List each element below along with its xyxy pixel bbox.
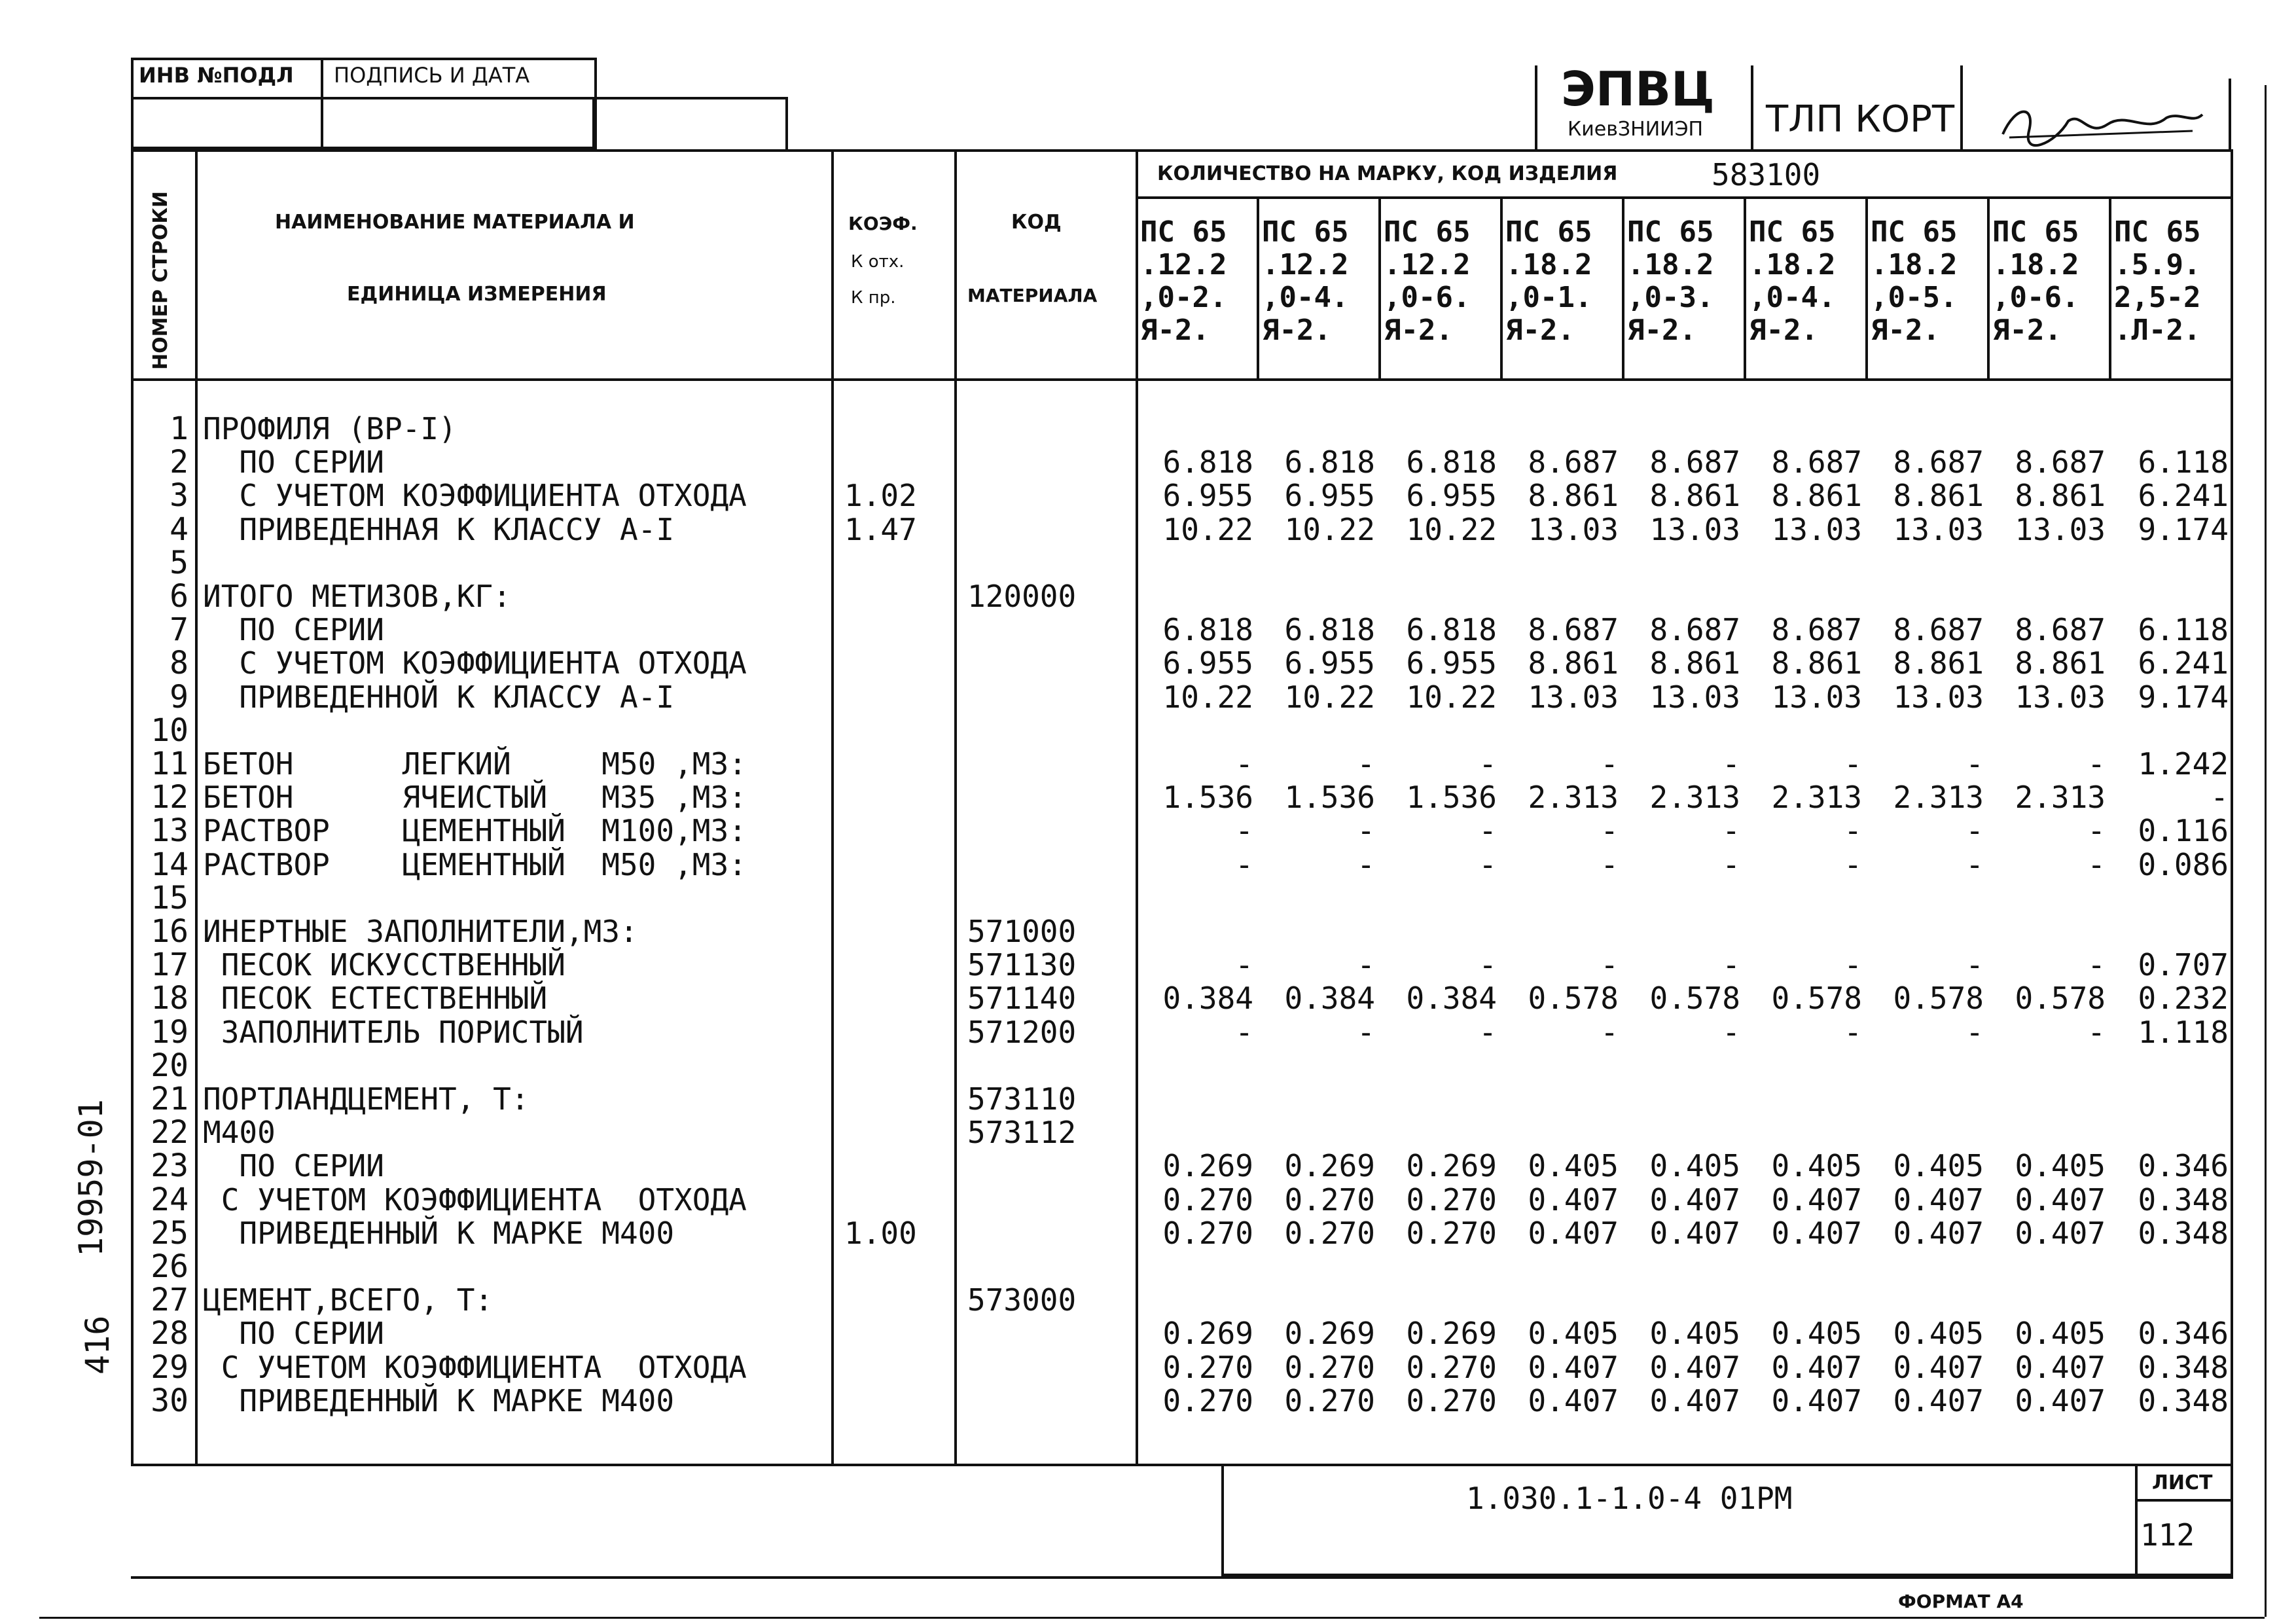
quantity-cell: -	[1357, 746, 1375, 782]
col-divider	[1500, 196, 1503, 378]
quantity-cell: 0.407	[1649, 1182, 1740, 1218]
quantity-cell: -	[1844, 947, 1862, 983]
row-number: 26	[151, 1248, 188, 1285]
quantity-cell: -	[1479, 1014, 1497, 1050]
material-name: С УЧЕТОМ КОЭФФИЦИЕНТА ОТХОДА	[203, 645, 747, 681]
quantity-cell: 0.407	[2015, 1182, 2106, 1218]
quantity-cell: 0.407	[1649, 1215, 1740, 1251]
quantity-cell: 0.407	[1771, 1382, 1862, 1418]
product-column-header: ПС 65 .12.2 ,0-6. Я-2.	[1384, 215, 1471, 347]
row-number: 23	[151, 1147, 188, 1185]
material-name: ПРОФИЛЯ (ВР-I)	[203, 411, 457, 446]
coefficient: 1.00	[844, 1215, 917, 1251]
name-header-line2: ЕДИНИЦА ИЗМЕРЕНИЯ	[347, 283, 607, 306]
material-name: ПО СЕРИИ	[203, 1316, 384, 1352]
material-name: ПРИВЕДЕННОЙ К КЛАССУ А-I	[203, 679, 675, 715]
quantity-cell: 0.270	[1284, 1215, 1375, 1251]
quantity-cell: 2.313	[1649, 780, 1740, 816]
quantity-cell: 13.03	[1893, 511, 1984, 547]
quantity-cell: 0.578	[1771, 981, 1862, 1017]
quantity-cell: -	[1357, 1014, 1375, 1050]
coefficient: 1.47	[844, 511, 917, 547]
quantity-cell: -	[1479, 846, 1497, 882]
quantity-cell: 10.22	[1284, 679, 1375, 715]
name-header-line1: НАИМЕНОВАНИЕ МАТЕРИАЛА И	[275, 211, 635, 234]
col-divider	[1987, 196, 1990, 378]
material-name: ПРИВЕДЕННЫЙ К МАРКЕ М400	[203, 1215, 675, 1251]
quantity-cell: -	[1357, 846, 1375, 882]
material-name: БЕТОН ЛЕГКИЙ М50 ,М3:	[203, 746, 747, 782]
quantity-cell: 8.687	[1649, 612, 1740, 648]
quantity-cell: 0.407	[1771, 1349, 1862, 1385]
quantity-cell: -	[1479, 947, 1497, 983]
product-code: 583100	[1712, 157, 1821, 192]
row-number: 12	[151, 779, 188, 816]
material-name: ЦЕМЕНТ,ВСЕГО, Т:	[203, 1282, 493, 1318]
material-code: 573110	[967, 1081, 1077, 1117]
quantity-cell: 6.818	[1284, 444, 1375, 480]
quantity-cell: -	[1965, 746, 1984, 782]
row-number: 15	[151, 879, 188, 916]
row-number: 11	[151, 746, 188, 782]
material-name: С УЧЕТОМ КОЭФФИЦИЕНТА ОТХОДА	[203, 1349, 747, 1385]
quantity-cell: -	[2087, 846, 2106, 882]
quantity-cell: -	[2087, 1014, 2106, 1050]
quantity-cell: 0.407	[1528, 1349, 1619, 1385]
quantity-cell: 8.861	[1649, 478, 1740, 514]
qty-label-separator	[1136, 196, 2233, 199]
quantity-cell: -	[1235, 947, 1253, 983]
quantity-cell: -	[1965, 813, 1984, 849]
stamp-divider	[785, 97, 788, 149]
quantity-cell: 6.955	[1284, 478, 1375, 514]
quantity-cell: 0.405	[1771, 1316, 1862, 1352]
row-number: 4	[170, 511, 188, 548]
quantity-cell: -	[1965, 1014, 1984, 1050]
row-number: 9	[170, 678, 188, 715]
quantity-cell: 0.405	[1893, 1148, 1984, 1184]
page-bottom-rule	[131, 1576, 2233, 1579]
quantity-cell: 0.346	[2138, 1148, 2229, 1184]
col-divider	[831, 149, 834, 1465]
quantity-cell: 0.270	[1406, 1215, 1497, 1251]
coef-header-line1: КОЭФ.	[848, 213, 918, 234]
quantity-cell: 13.03	[1893, 679, 1984, 715]
quantity-cell: -	[1965, 947, 1984, 983]
quantity-cell: -	[1600, 1014, 1619, 1050]
quantity-cell: 0.348	[2138, 1382, 2229, 1418]
quantity-cell: 0.270	[1284, 1182, 1375, 1218]
row-number: 29	[151, 1348, 188, 1386]
row-number: 14	[151, 846, 188, 883]
product-column-header: ПС 65 .12.2 ,0-2. Я-2.	[1140, 215, 1227, 347]
quantity-cell: 13.03	[2015, 511, 2106, 547]
quantity-cell: 0.269	[1162, 1148, 1253, 1184]
quantity-cell: 0.407	[1528, 1215, 1619, 1251]
quantity-cell: 0.270	[1284, 1349, 1375, 1385]
quantity-cell: 8.861	[1771, 478, 1862, 514]
coef-header-line2: К отх.	[851, 252, 905, 272]
col-divider	[1378, 196, 1381, 378]
quantity-cell: 0.405	[1528, 1316, 1619, 1352]
col-divider	[1622, 196, 1624, 378]
org-name: КиевЗНИИЭП	[1568, 118, 1704, 141]
material-name: ПРИВЕДЕННАЯ К КЛАССУ А-I	[203, 511, 675, 547]
col-divider	[954, 149, 957, 1465]
quantity-cell: 10.22	[1162, 511, 1253, 547]
material-name: ИНЕРТНЫЕ ЗАПОЛНИТЕЛИ,М3:	[203, 914, 638, 949]
quantity-cell: -	[1844, 746, 1862, 782]
quantity-cell: 0.269	[1406, 1148, 1497, 1184]
quantity-cell: 2.313	[1528, 780, 1619, 816]
material-code: 571200	[967, 1014, 1077, 1050]
quantity-cell: 1.536	[1284, 780, 1375, 816]
quantity-cell: -	[1844, 813, 1862, 849]
sign-date-label: ПОДПИСЬ И ДАТА	[334, 63, 530, 88]
quantity-cell: -	[2087, 746, 2106, 782]
quantity-cell: 8.687	[2015, 612, 2106, 648]
row-number: 25	[151, 1214, 188, 1252]
stamp-divider	[592, 97, 595, 149]
quantity-cell: 6.241	[2138, 478, 2229, 514]
quantity-cell: 8.861	[2015, 478, 2106, 514]
material-name: М400	[203, 1115, 276, 1151]
quantity-cell: 6.955	[1406, 478, 1497, 514]
quantity-cell: 0.270	[1406, 1349, 1497, 1385]
row-number: 27	[151, 1282, 188, 1319]
row-number: 28	[151, 1315, 188, 1352]
stamp-divider	[2229, 79, 2231, 149]
row-number: 16	[151, 913, 188, 950]
quantity-cell: 0.270	[1406, 1182, 1497, 1218]
material-name: С УЧЕТОМ КОЭФФИЦИЕНТА ОТХОДА	[203, 1182, 747, 1218]
quantity-cell: 0.407	[2015, 1382, 2106, 1418]
quantity-cell: 8.861	[2015, 645, 2106, 681]
quantity-cell: 0.270	[1162, 1215, 1253, 1251]
quantity-cell: 13.03	[1771, 511, 1862, 547]
row-number: 30	[151, 1382, 188, 1419]
quantity-cell: 0.407	[1649, 1382, 1740, 1418]
quantity-cell: 0.578	[2015, 981, 2106, 1017]
row-number: 20	[151, 1047, 188, 1084]
quantity-cell: 0.384	[1284, 981, 1375, 1017]
quantity-cell: 0.407	[1893, 1182, 1984, 1218]
col-divider	[2109, 196, 2111, 378]
material-name: ПРИВЕДЕННЫЙ К МАРКЕ М400	[203, 1382, 675, 1418]
quantity-cell: 0.405	[1649, 1316, 1740, 1352]
quantity-cell: 9.174	[2138, 679, 2229, 715]
material-name: ПО СЕРИИ	[203, 1148, 384, 1184]
quantity-cell: 0.407	[1893, 1382, 1984, 1418]
col-divider	[195, 149, 198, 1465]
sheet-label: ЛИСТ	[2152, 1471, 2213, 1494]
row-number: 1	[170, 410, 188, 447]
quantity-cell: 6.955	[1406, 645, 1497, 681]
quantity-cell: 6.818	[1406, 444, 1497, 480]
quantity-cell: 0.270	[1284, 1382, 1375, 1418]
quantity-cell: 0.405	[1771, 1148, 1862, 1184]
material-name: ПОРТЛАНДЦЕМЕНТ, Т:	[203, 1081, 529, 1117]
quantity-cell: 13.03	[1649, 679, 1740, 715]
material-name: ЗАПОЛНИТЕЛЬ ПОРИСТЫЙ	[203, 1014, 584, 1050]
quantity-cell: 0.407	[1771, 1215, 1862, 1251]
quantity-cell: 6.955	[1162, 645, 1253, 681]
quantity-cell: 0.086	[2138, 846, 2229, 882]
side-page-number: 416	[79, 1315, 117, 1375]
quantity-cell: 0.269	[1162, 1316, 1253, 1352]
quantity-cell: -	[1357, 813, 1375, 849]
quantity-cell: 8.687	[1528, 444, 1619, 480]
quantity-cell: -	[1844, 846, 1862, 882]
quantity-cell: -	[1479, 813, 1497, 849]
quantity-cell: 0.405	[1893, 1316, 1984, 1352]
page-right-rule	[2265, 85, 2267, 1617]
quantity-cell: -	[1722, 846, 1740, 882]
row-number: 6	[170, 578, 188, 615]
material-code: 120000	[967, 579, 1077, 614]
material-name: ИТОГО МЕТИЗОВ,КГ:	[203, 579, 511, 614]
quantity-cell: 0.405	[1649, 1148, 1740, 1184]
product-column-header: ПС 65 .18.2 ,0-1. Я-2.	[1505, 215, 1592, 347]
quantity-cell: -	[1722, 1014, 1740, 1050]
quantity-cell: 6.818	[1162, 444, 1253, 480]
quantity-cell: 0.346	[2138, 1316, 2229, 1352]
quantity-cell: 13.03	[1528, 511, 1619, 547]
row-number: 17	[151, 947, 188, 984]
quantity-cell: 8.861	[1893, 478, 1984, 514]
product-column-header: ПС 65 .18.2 ,0-3. Я-2.	[1627, 215, 1714, 347]
quantity-cell: 0.578	[1893, 981, 1984, 1017]
quantity-cell: 0.407	[1771, 1182, 1862, 1218]
quantity-cell: -	[1600, 846, 1619, 882]
quantity-cell: 6.955	[1284, 645, 1375, 681]
product-column-header: ПС 65 .5.9. 2,5-2 .Л-2.	[2114, 215, 2201, 347]
quantity-cell: 2.313	[1771, 780, 1862, 816]
inv-label: ИНВ №ПОДЛ	[139, 63, 294, 88]
quantity-cell: 0.407	[1893, 1349, 1984, 1385]
row-number: 7	[170, 611, 188, 649]
org-code: ЭПВЦ	[1561, 62, 1715, 117]
quantity-cell: 6.818	[1162, 612, 1253, 648]
quantity-cell: 8.687	[1771, 444, 1862, 480]
quantity-cell: 8.687	[1771, 612, 1862, 648]
quantity-cell: -	[1357, 947, 1375, 983]
quantity-cell: -	[1722, 947, 1740, 983]
row-number: 3	[170, 477, 188, 514]
quantity-cell: -	[1235, 1014, 1253, 1050]
row-number: 19	[151, 1013, 188, 1051]
quantity-cell: 0.407	[1893, 1215, 1984, 1251]
material-name: ПО СЕРИИ	[203, 612, 384, 648]
material-name: РАСТВОР ЦЕМЕНТНЫЙ М50 ,М3:	[203, 846, 747, 882]
coefficient: 1.02	[844, 478, 917, 514]
quantity-cell: 10.22	[1284, 511, 1375, 547]
col-divider	[1257, 196, 1259, 378]
quantity-cell: 1.536	[1162, 780, 1253, 816]
quantity-cell: 0.348	[2138, 1349, 2229, 1385]
quantity-cell: -	[1722, 813, 1740, 849]
quantity-cell: 0.578	[1649, 981, 1740, 1017]
row-number: 22	[151, 1114, 188, 1151]
quantity-cell: 0.407	[1528, 1182, 1619, 1218]
stamp-divider	[321, 58, 323, 149]
quantity-cell: -	[1479, 746, 1497, 782]
quantity-cell: -	[1600, 746, 1619, 782]
quantity-cell: 0.348	[2138, 1215, 2229, 1251]
quantity-cell: 0.384	[1406, 981, 1497, 1017]
quantity-cell: 8.861	[1893, 645, 1984, 681]
quantity-cell: 0.270	[1162, 1349, 1253, 1385]
qty-header-label: КОЛИЧЕСТВО НА МАРКУ, КОД ИЗДЕЛИЯ	[1157, 162, 1618, 185]
material-name: С УЧЕТОМ КОЭФФИЦИЕНТА ОТХОДА	[203, 478, 747, 514]
row-number-header: НОМЕР СТРОКИ	[149, 191, 172, 370]
quantity-cell: 1.118	[2138, 1014, 2229, 1050]
quantity-cell: -	[1844, 1014, 1862, 1050]
quantity-cell: 0.269	[1284, 1148, 1375, 1184]
format-label: ФОРМАТ А4	[1898, 1591, 2024, 1612]
row-number: 24	[151, 1181, 188, 1218]
quantity-cell: 0.407	[1528, 1382, 1619, 1418]
row-number: 18	[151, 980, 188, 1017]
quantity-cell: 0.270	[1406, 1382, 1497, 1418]
document-code: 1.030.1-1.0-4 01РМ	[1466, 1481, 1793, 1516]
quantity-cell: 1.536	[1406, 780, 1497, 816]
material-code: 573112	[967, 1115, 1077, 1151]
row-number: 10	[151, 712, 188, 749]
row-number: 8	[170, 645, 188, 682]
quantity-cell: 0.270	[1162, 1382, 1253, 1418]
quantity-cell: 6.818	[1406, 612, 1497, 648]
quantity-cell: 10.22	[1162, 679, 1253, 715]
quantity-cell: 6.955	[1162, 478, 1253, 514]
product-column-header: ПС 65 .18.2 ,0-5. Я-2.	[1871, 215, 1958, 347]
quantity-cell: 8.861	[1528, 478, 1619, 514]
quantity-cell: 2.313	[2015, 780, 2106, 816]
quantity-cell: 0.405	[2015, 1148, 2106, 1184]
quantity-cell: 0.269	[1406, 1316, 1497, 1352]
quantity-cell: -	[2087, 813, 2106, 849]
quantity-cell: 1.242	[2138, 746, 2229, 782]
quantity-cell: -	[1235, 813, 1253, 849]
material-name: РАСТВОР ЦЕМЕНТНЫЙ М100,М3:	[203, 813, 747, 849]
quantity-cell: 0.578	[1528, 981, 1619, 1017]
stamp-divider	[1535, 65, 1537, 149]
stamp-divider	[1751, 65, 1753, 149]
material-code: 571000	[967, 914, 1077, 949]
side-inventory-code: 19959-01	[72, 1099, 110, 1257]
quantity-cell: 0.348	[2138, 1182, 2229, 1218]
material-code: 571140	[967, 981, 1077, 1017]
quantity-cell: 9.174	[2138, 511, 2229, 547]
quantity-cell: -	[1235, 746, 1253, 782]
quantity-cell: 13.03	[1649, 511, 1740, 547]
material-code: 571130	[967, 947, 1077, 983]
quantity-cell: 0.384	[1162, 981, 1253, 1017]
quantity-cell: 8.861	[1528, 645, 1619, 681]
quantity-cell: 0.405	[2015, 1316, 2106, 1352]
col-divider	[1744, 196, 1746, 378]
row-number: 13	[151, 812, 188, 850]
quantity-cell: 8.687	[1893, 444, 1984, 480]
signature-image	[1996, 98, 2206, 151]
coef-header-line3: К пр.	[851, 288, 896, 308]
quantity-cell: 6.818	[1284, 612, 1375, 648]
quantity-cell: 0.405	[1528, 1148, 1619, 1184]
product-column-header: ПС 65 .18.2 ,0-6. Я-2.	[1992, 215, 2079, 347]
quantity-cell: 0.407	[2015, 1349, 2106, 1385]
material-name: ПЕСОК ЕСТЕСТВЕННЫЙ	[203, 981, 548, 1017]
code-header-line2: МАТЕРИАЛА	[967, 285, 1098, 306]
material-name: ПЕСОК ИСКУССТВЕННЫЙ	[203, 947, 565, 983]
stamp-divider	[131, 97, 785, 99]
header-separator	[131, 378, 2233, 381]
quantity-cell: 0.407	[1649, 1349, 1740, 1385]
quantity-cell: -	[1722, 746, 1740, 782]
quantity-cell: 0.269	[1284, 1316, 1375, 1352]
quantity-cell: 0.270	[1162, 1182, 1253, 1218]
quantity-cell: 13.03	[1528, 679, 1619, 715]
quantity-cell: 2.313	[1893, 780, 1984, 816]
quantity-cell: -	[2210, 780, 2229, 816]
quantity-cell: -	[1965, 846, 1984, 882]
quantity-cell: -	[1235, 846, 1253, 882]
sheet-divider	[2135, 1499, 2233, 1502]
quantity-cell: 8.861	[1771, 645, 1862, 681]
quantity-cell: 6.241	[2138, 645, 2229, 681]
sheet-number: 112	[2140, 1517, 2195, 1553]
material-name: ПО СЕРИИ	[203, 444, 384, 480]
sheet-divider	[2135, 1464, 2138, 1576]
quantity-cell: 6.118	[2138, 612, 2229, 648]
row-number: 21	[151, 1081, 188, 1117]
code-header-line1: КОД	[1011, 211, 1062, 234]
quantity-cell: -	[1600, 813, 1619, 849]
quantity-cell: 8.861	[1649, 645, 1740, 681]
quantity-cell: 10.22	[1406, 511, 1497, 547]
row-number: 2	[170, 444, 188, 481]
quantity-cell: 8.687	[1649, 444, 1740, 480]
page-bottom-rule	[39, 1617, 2265, 1619]
quantity-cell: 8.687	[2015, 444, 2106, 480]
quantity-cell: 13.03	[2015, 679, 2106, 715]
quantity-cell: 8.687	[1893, 612, 1984, 648]
row-number: 5	[170, 544, 188, 581]
quantity-cell: -	[2087, 947, 2106, 983]
col-divider	[1865, 196, 1868, 378]
material-code: 573000	[967, 1282, 1077, 1318]
quantity-cell: -	[1600, 947, 1619, 983]
dept-name: ТЛП КОРТ	[1766, 98, 1955, 141]
product-column-header: ПС 65 .18.2 ,0-4. Я-2.	[1749, 215, 1836, 347]
quantity-cell: 6.118	[2138, 444, 2229, 480]
quantity-cell: 0.707	[2138, 947, 2229, 983]
quantity-cell: 8.687	[1528, 612, 1619, 648]
quantity-cell: 0.407	[2015, 1215, 2106, 1251]
quantity-cell: 0.116	[2138, 813, 2229, 849]
material-name: БЕТОН ЯЧЕИСТЫЙ М35 ,М3:	[203, 780, 747, 816]
quantity-cell: 10.22	[1406, 679, 1497, 715]
product-column-header: ПС 65 .12.2 ,0-4. Я-2.	[1262, 215, 1349, 347]
quantity-cell: 0.232	[2138, 981, 2229, 1017]
quantity-cell: 13.03	[1771, 679, 1862, 715]
stamp-divider	[1960, 65, 1963, 149]
